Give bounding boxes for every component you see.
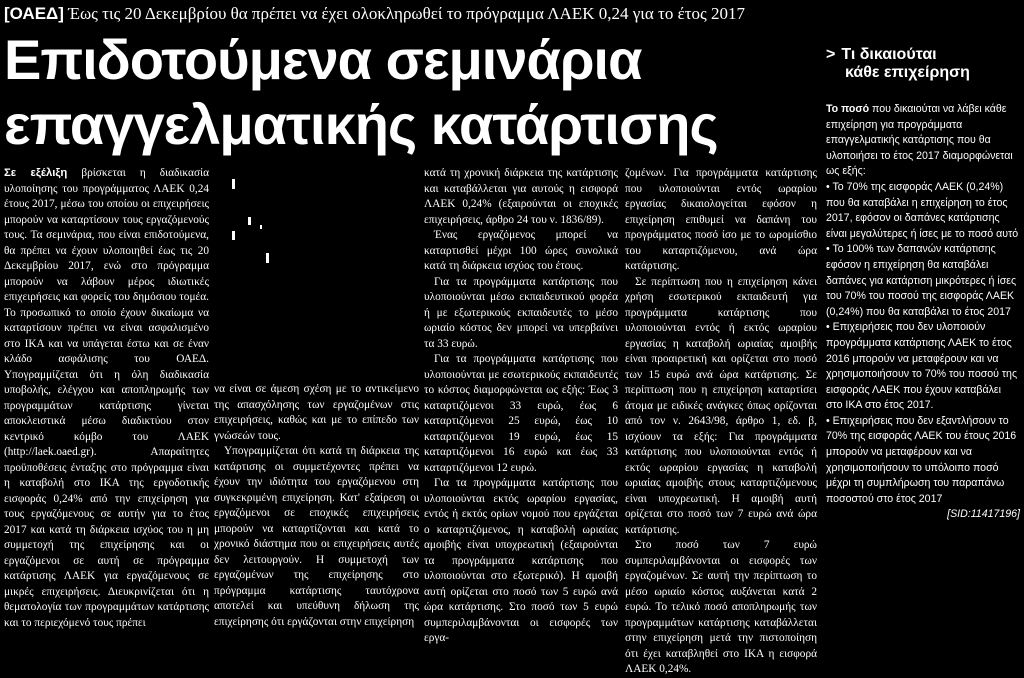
sidebar-bullet: • Επιχειρήσεις που δεν εξαντλήσουν το 70% της εισφοράς ΛΑΕΚ του έτους 2016 μπορούν να μεταφέρουν και να χρησιμοποιήσουν το υπόλοιπο ποσό μέχρι τη συμπλήρωση του παραπάνω ποσοστού στο έτος 2017 [826,414,1017,505]
reference-id: [SID:11417196] [947,508,1020,521]
paragraph: Υπογραμμίζεται ότι κατά τη διάρκεια της κατάρτισης οι συμμετέχοντες πρέπει να έχουν την ιδιότητα του εργαζόμενου στη συγκεκριμένη επιχείρηση. Κατ' εξαίρεση οι εργαζόμενοι σε εποχικές επιχειρήσεις μπορούν να καταρτίζονται και κατά το χρονικό διάστημα που οι επιχειρήσεις αυτές δεν λειτουργούν. Η συμμετοχή των εργαζομένων της επιχείρησης στο πρόγραμμα κατάρτισης ταυτόχρονα αποτελεί και υπεύθυνη δήλωση της επιχείρησης ότι εργάζονται στην επιχείρηση [214,445,419,628]
paragraph: Σε περίπτωση που η επιχείρηση κάνει χρήση εσωτερικού εκπαιδευτή για προγράμματα κατάρτισης που υλοποιούνται εντός ή εκτός ωραρίου εργασίας η καταβολή ωριαίας αμοιβής είναι προαιρετική και ορίζεται στο ποσό των 15 ευρώ ανά ώρα κατάρτισης. Σε περίπτωση που η επιχείρηση καταρτίσει άτομα με ειδικές ανάγκες όπως ορίζονται από τον ν. 2643/98, άρθρο 1, εδ. β, ισχύουν τα εξής: Για προγράμματα κατάρτισης που υλοποιούνται εντός ή εκτός ωραρίου εργασίας η καταβολή ωριαίας αμοιβής στους καταρτιζόμενους είναι υποχρεωτική. Η αμοιβή αυτή ορίζεται στο ποσό των 7 ευρώ ανά ώρα κατάρτισης. [625,275,817,536]
article-column-3 [424,166,618,647]
paragraph: Στο ποσό των 7 ευρώ συμπεριλαμβάνονται οι εισφορές των εργαζομένων. Σε αυτή την περίπτωση το μέσο ωριαίο κόστος αυξάνεται κατά 2 ευρώ. Το τελικό ποσό αποπληρωμής των προγραμμάτων κατάρτισης καταβάλλεται στην επιχείρηση μετά την πιστοποίηση ότι έχει καταβληθεί στο ΙΚΑ η εισφορά ΛΑΕΚ 0,24%. [625,539,817,675]
arrow-icon: > [826,46,836,63]
paragraph: Για τα προγράμματα κατάρτισης που υλοποιούνται με εσωτερικούς εκπαιδευτές το κόστος διαμορφώνεται ως εξής: Έως 3 καταρτιζόμενοι 33 ευρώ, έως 6 καταρτιζόμενοι 25 ευρώ, έως 10 καταρτιζόμενοι 19 ευρώ, έως 15 καταρτιζόμενοι 16 ευρώ και έως 33 καταρτιζόμενοι 12 ευρώ. [424,353,618,474]
headline-line-1: Επιδοτούμενα σεμινάρια [4,28,642,91]
paragraph: Για τα προγράμματα κατάρτισης που υλοποιούνται μέσω εκπαιδευτικού φορέα ή με εξωτερικούς εκπαιδευτές το μέσο ωριαίο κόστος δεν μπορεί να υπερβαίνει τα 33 ευρώ. [424,275,618,350]
sidebar-heading-line-2: κάθε επιχείρηση [845,64,970,81]
lead-words: Σε εξέλιξη [4,167,68,179]
paragraph: ζομένων. Για προγράμματα κατάρτισης που υλοποιούνται εντός ωραρίου εργασίας δικαιολογείται εφόσον η επιχείρηση επιθυμεί να δαπάνη του προγράμματος ποσό ίσο με το ωρομίσθιο του καταρτιζόμενου, ανά ώρα κατάρτισης. [625,167,817,272]
sidebar-bullet: • Το 70% της εισφοράς ΛΑΕΚ (0,24%) που θα καταβάλει η επιχείρηση το έτος 2017, εφόσον οι δαπάνες κατάρτισης είναι μεγαλύτερες ή ίσες με το ποσό αυτό [826,180,1019,240]
source-tag: [ΟΑΕΔ] [4,4,64,23]
headline-line-2: επαγγελματικής κατάρτισης [4,93,718,156]
sidebar-intro-text: που δικαιούται να λάβει κάθε επιχείρηση για προγράμματα επαγγελματικής κατάρτισης που θα υλοποιήσει το έτος 2017 διαμορφώνεται ως εξής: [826,103,1013,178]
sidebar-intro [826,102,1020,180]
sidebar-heading-line-1: Τι δικαιούται [841,46,937,63]
paragraph: Για τα προγράμματα κατάρτισης που υλοποιούνται εκτός ωραρίου εργασίας, εντός ή εκτός ορίων νομού που εργάζεται ο καταρτιζόμενος, η καταβολή ωριαίας αμοιβής είναι υποχρεωτική (εξαιρούνται τα προγράμματα κατάρτισης που υλοποιούνται στο εξωτερικό). Η αμοιβή αυτή ορίζεται στο ποσό των 5 ευρώ ανά ώρα κατάρτισης. Στο ποσό των 5 ευρώ συμπεριλαμβάνονται οι εισφορές των εργα- [424,477,618,644]
article-column-4 [625,166,817,678]
article-column-1 [4,166,209,631]
article-column-2 [214,382,419,630]
print-artifact-marks [230,175,270,265]
paragraph: να είναι σε άμεση σχέση με το αντικείμενο της απασχόλησης των εργαζομένων στις επιχειρήσεις, καθώς και με το επίπεδο των γνώσεών τους. [214,383,419,442]
sidebar-bullet: • Το 100% των δαπανών κατάρτισης εφόσον η επιχείρηση θα καταβάλει δαπάνες για κατάρτιση μικρότερες ή ίσες του 70% του ποσού της εισφοράς ΛΑΕΚ (0,24%) που θα καταβάλει το έτος 2017 [826,243,1017,318]
sidebar-box [826,102,1020,523]
sidebar-heading [826,46,970,82]
paragraph-text: βρίσκεται η διαδικασία υλοποίησης του προγράμματος ΛΑΕΚ 0,24 έτους 2017, μέσω του οποίου οι επιχειρήσεις μπορούν να καταρτίσουν τους εργαζόμενούς τους. Τα σεμινάρια, που είναι επιδοτούμενα, θα πρέπει να έχουν υλοποιηθεί έως τις 20 Δεκεμβρίου 2017, ενώ στο πρόγραμμα μπορούν να λάβουν μέρος ιδιωτικές επιχειρήσεις και φορείς του δημόσιου τομέα. Το προσωπικό το οποίο έχουν δικαίωμα να καταρτίσουν πρέπει να είναι ασφαλισμένο στο ΙΚΑ και να υπάγεται έστω και σε έναν κλάδο ασφάλισης του ΟΑΕΔ. Υπογραμμίζεται ότι η όλη διαδικασία υποβολής, ελέγχου και αποπληρωμής των προγραμμάτων κατάρτισης γίνεται αποκλειστικά μέσω διαδικτύου στον κεντρικό κόμβο του ΛΑΕΚ (http://laek.oaed.gr). Απαραίτητες προϋποθέσεις ένταξης στο πρόγραμμα είναι η καταβολή στο ΙΚΑ της εργοδοτικής εισφοράς 0,24% από την επιχείρηση για τους εργαζόμενους σε αυτήν για το έτος 2017 και κατά τη διάρκεια ισχύος του η μη συμμετοχή της επιχείρησης και οι εργαζόμενοι σε αυτή σε πρόγραμμα κατάρτισης ΛΑΕΚ για εργαζόμενους σε μικρές επιχειρήσεις. Διευκρινίζεται ότι η θεματολογία των προγραμμάτων κατάρτισης και το περιεχόμενό τους πρέπει [4,167,209,629]
kicker-line [4,4,745,24]
paragraph [4,166,209,631]
kicker-text: Έως τις 20 Δεκεμβρίου θα πρέπει να έχει ολοκληρωθεί το πρόγραμμα ΛΑΕΚ 0,24 για το έτος 2017 [68,4,746,23]
sidebar-bullet: • Επιχειρήσεις που δεν υλοποιούν προγράμματα κατάρτισης ΛΑΕΚ το έτος 2016 μπορούν να μεταφέρουν και να χρησιμοποιήσουν το 70% του ποσού της εισφοράς ΛΑΕΚ που έχουν καταβάλει στο ΙΚΑ στο έτος 2017. [826,321,1018,412]
paragraph: κατά τη χρονική διάρκεια της κατάρτισης και καταβάλλεται για αυτούς η εισφορά ΛΑΕΚ 0,24% (εξαιρούνται οι εποχικές επιχειρήσεις, άρθρο 24 του ν. 1836/89). [424,167,618,226]
paragraph: Ένας εργαζόμενος μπορεί να καταρτισθεί μέχρι 100 ώρες συνολικά κατά τη διάρκεια ισχύος του έτους. [424,229,618,272]
sidebar-intro-lead: Το ποσό [826,103,870,115]
